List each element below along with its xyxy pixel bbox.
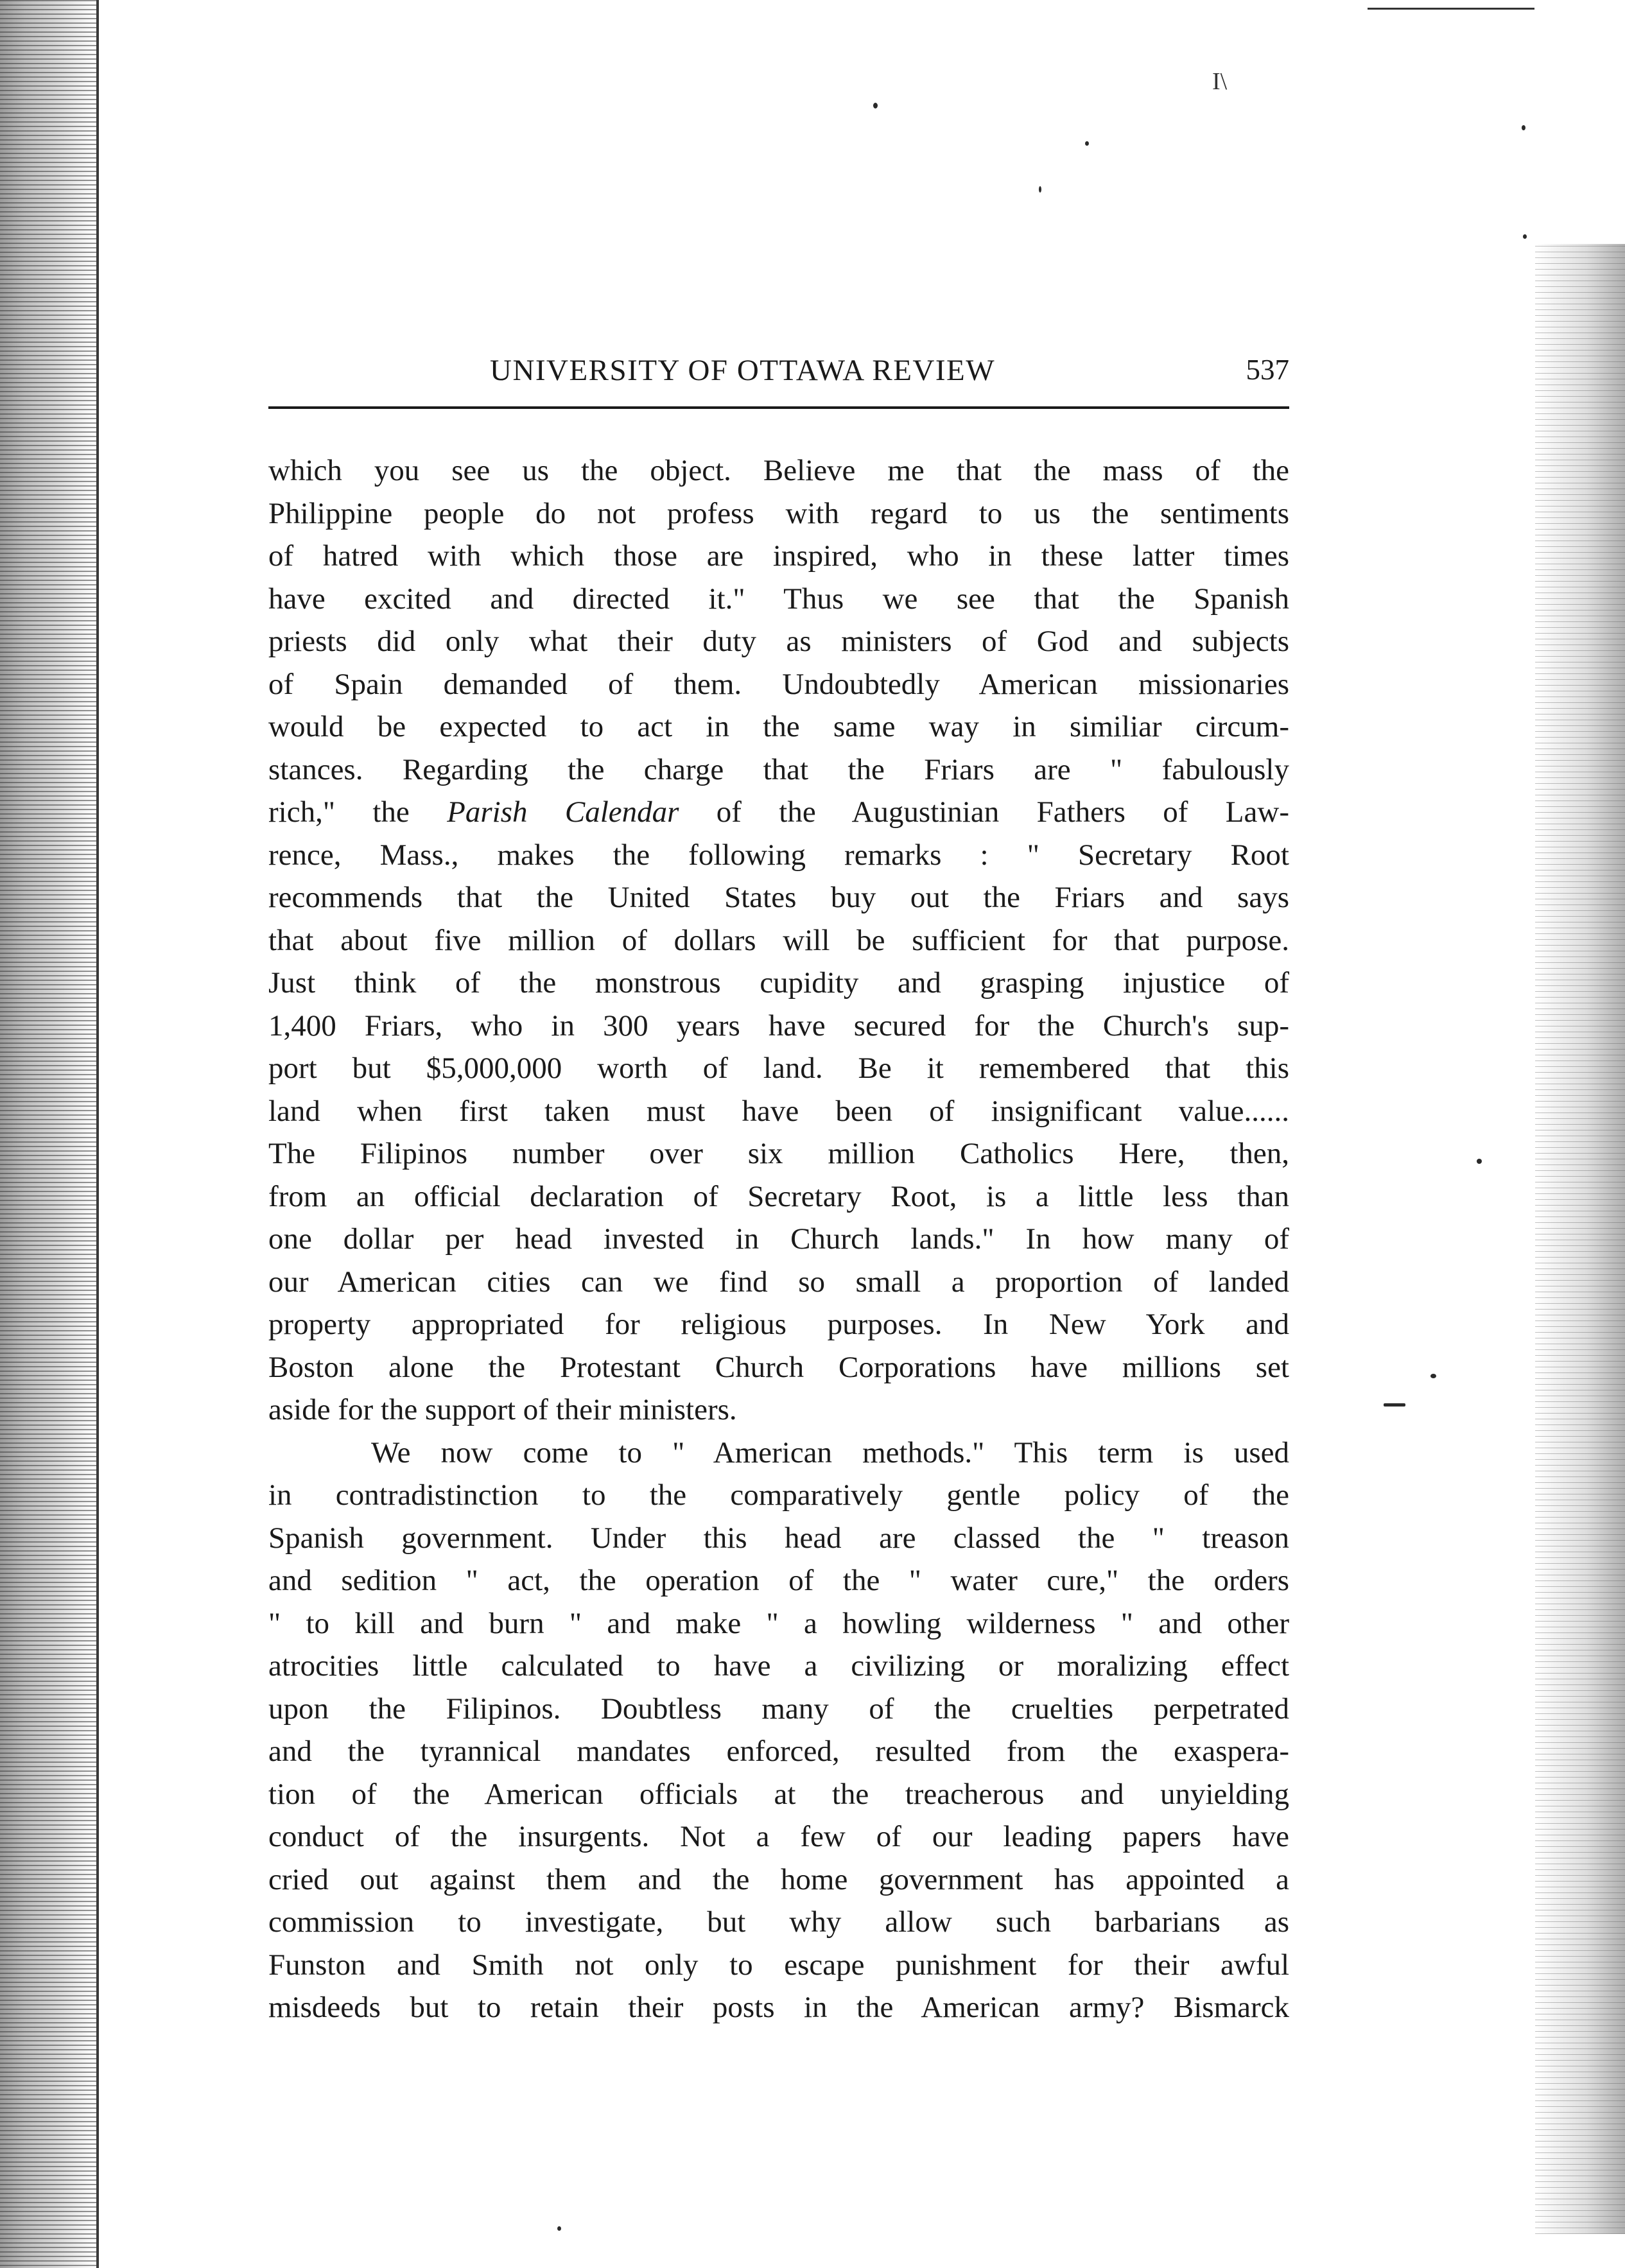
scan-speck <box>1085 141 1089 146</box>
text-line: that about five million of dollars will be sufficient for that purpose. <box>268 923 1289 957</box>
text-line: Spanish government. Under this head are classed the " treason <box>268 1521 1289 1555</box>
text-line: of hatred with which those are inspired, who in these latter times <box>268 539 1289 573</box>
text-line: Philippine people do not profess with regard to us the sentiments <box>268 496 1289 530</box>
text-line: priests did only what their duty as ministers of God and subjects <box>268 625 1289 658</box>
text-line: 1,400 Friars, who in 300 years have secured for the Church's sup- <box>268 1008 1289 1043</box>
text-line: rich," the Parish Calendar of the Augustinian Fathers of Law- <box>268 795 1289 829</box>
text-line: " to kill and burn " and make " a howling wilderness " and other <box>268 1606 1289 1640</box>
text-line: which you see us the object. Believe me that the mass of the <box>268 454 1289 487</box>
text-line: port but $5,000,000 worth of land. Be it remembered that this <box>268 1052 1289 1085</box>
text-line: rence, Mass., makes the following remarks : " Secretary Root <box>268 838 1289 872</box>
text-line: from an official declaration of Secretary Root, is a little less than <box>268 1179 1289 1213</box>
text-line: upon the Filipinos. Doubtless many of the cruelties perpetrated <box>268 1692 1289 1726</box>
corner-mark: I\ <box>1212 68 1228 95</box>
text-line: cried out against them and the home government has appointed a <box>268 1862 1289 1896</box>
text-line: The Filipinos number over six million Catholics Here, then, <box>268 1137 1289 1170</box>
text-line: Boston alone the Protestant Church Corporations have millions set <box>268 1350 1289 1384</box>
text-line: tion of the American officials at the treacherous and unyielding <box>268 1777 1289 1811</box>
scan-speck <box>1384 1403 1405 1407</box>
page-number: 537 <box>1246 354 1289 386</box>
text-line: stances. Regarding the charge that the Friars are " fabulously <box>268 752 1289 786</box>
scan-binding-edge <box>0 0 96 2268</box>
scan-speck <box>1430 1374 1436 1378</box>
scan-speck <box>1522 125 1525 130</box>
text-line: atrocities little calculated to have a civilizing or moralizing effect <box>268 1649 1289 1683</box>
text-line: conduct of the insurgents. Not a few of our leading papers have <box>268 1820 1289 1853</box>
text-line: and sedition " act, the operation of the " water cure," the orders <box>268 1564 1289 1597</box>
text-line: would be expected to act in the same way in similiar circum- <box>268 710 1289 743</box>
journal-title: UNIVERSITY OF OTTAWA REVIEW <box>490 354 996 387</box>
paragraph-first-line: We now come to " American methods." This term is used <box>371 1435 1289 1469</box>
scan-speck <box>1523 234 1527 239</box>
body-text <box>268 449 1289 2029</box>
scan-noise-strip <box>1535 244 1625 2234</box>
scan-speck <box>1477 1159 1482 1164</box>
text-line: aside for the support of their ministers. <box>268 1393 737 1426</box>
text-line: and the tyrannical mandates enforced, resulted from the exaspera- <box>268 1735 1289 1768</box>
scan-speck <box>557 2226 561 2231</box>
running-header <box>268 352 1289 397</box>
text-line: one dollar per head invested in Church lands." In how many of <box>268 1222 1289 1256</box>
text-line: in contradistinction to the comparatively gentle policy of the <box>268 1478 1289 1512</box>
header-rule <box>268 406 1289 409</box>
text-line: Just think of the monstrous cupidity and grasping injustice of <box>268 966 1289 1000</box>
text-line: have excited and directed it." Thus we see that the Spanish <box>268 582 1289 616</box>
text-line: land when first taken must have been of insignificant value...... <box>268 1094 1289 1128</box>
text-line: Funston and Smith not only to escape punishment for their awful <box>268 1948 1289 1982</box>
scan-speck <box>1039 186 1041 193</box>
text-line: property appropriated for religious purposes. In New York and <box>268 1308 1289 1341</box>
text-line: commission to investigate, but why allow such barbarians as <box>268 1905 1289 1939</box>
text-line: recommends that the United States buy out the Friars and says <box>268 881 1289 914</box>
text-line: of Spain demanded of them. Undoubtedly American missionaries <box>268 667 1289 701</box>
text-line: misdeeds but to retain their posts in the American army? Bismarck <box>268 1991 1289 2024</box>
scan-corner-rule <box>1368 8 1534 10</box>
scan-speck <box>873 103 878 108</box>
text-line: our American cities can we find so small a proportion of landed <box>268 1265 1289 1299</box>
italic-title: Parish Calendar <box>447 795 679 829</box>
